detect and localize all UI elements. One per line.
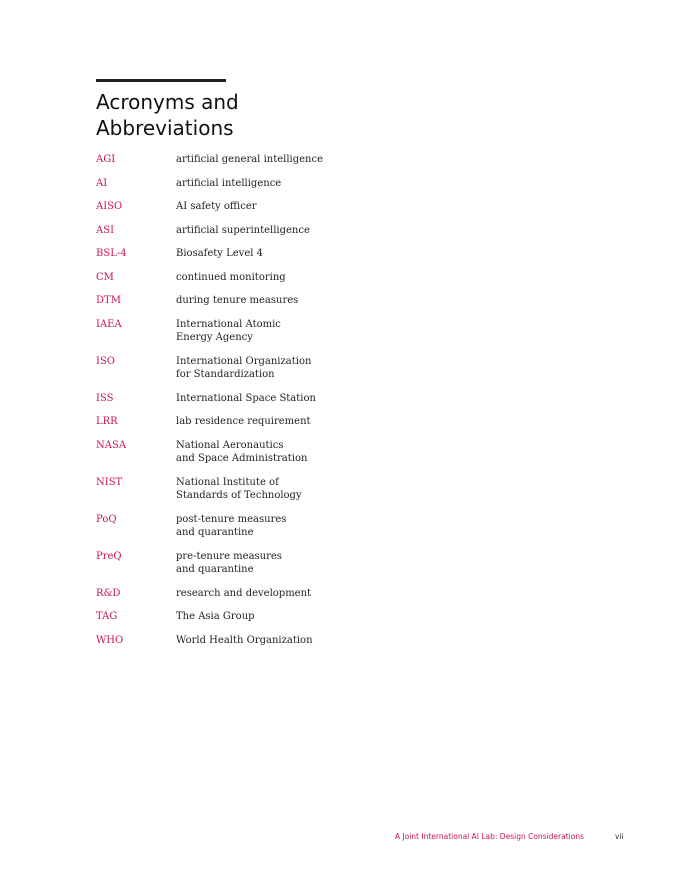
page-title <box>96 89 356 141</box>
acronym-row <box>96 634 496 648</box>
acronym-definition-line: artificial intelligence <box>176 177 282 189</box>
acronym-definition <box>176 513 496 540</box>
page-title-line-1: Acronyms and <box>96 90 239 114</box>
acronym-row <box>96 294 496 308</box>
acronym-row <box>96 247 496 261</box>
acronym-definition-line: pre-tenure measures <box>176 550 282 562</box>
acronym-row <box>96 513 496 540</box>
acronym-definition <box>176 355 496 382</box>
acronym-term: AGI <box>96 154 116 165</box>
acronym-definition-line: and quarantine <box>176 564 254 575</box>
acronym-definition <box>176 318 496 345</box>
acronym-term: NIST <box>96 476 123 488</box>
acronym-row <box>96 392 496 406</box>
acronym-definition-line: International Atomic <box>176 318 281 330</box>
acronym-definition-line: National Institute of <box>176 476 279 488</box>
footer-title: A Joint International AI Lab: Design Considerations <box>394 832 584 841</box>
acronym-definition-line: artificial superintelligence <box>176 224 310 236</box>
acronym-term: PoQ <box>96 513 117 525</box>
page-title-line-2: Abbreviations <box>96 116 234 140</box>
acronym-definition-line: for Standardization <box>176 369 275 380</box>
acronym-term: TAG <box>96 611 118 622</box>
acronym-row <box>96 153 496 167</box>
acronym-row <box>96 550 496 577</box>
acronym-row <box>96 271 496 285</box>
acronym-definition <box>176 247 496 261</box>
acronym-row <box>96 177 496 191</box>
acronym-term: IAEA <box>96 318 122 330</box>
acronym-term: BSL-4 <box>96 248 127 259</box>
acronym-term: ISS <box>96 392 114 404</box>
acronym-definition <box>176 634 496 648</box>
acronym-definition-line: World Health Organization <box>176 634 313 646</box>
acronym-term: LRR <box>96 416 118 427</box>
acronym-term: DTM <box>96 295 121 306</box>
page-number: vii <box>615 832 624 841</box>
acronym-definition <box>176 392 496 406</box>
acronym-row <box>96 476 496 503</box>
acronym-row <box>96 415 496 429</box>
acronym-definition-line: research and development <box>176 587 312 599</box>
acronym-row <box>96 318 496 345</box>
acronym-definition-line: artificial general intelligence <box>176 154 324 165</box>
acronym-definition-line: Energy Agency <box>176 332 253 343</box>
acronym-definition <box>176 224 496 238</box>
acronym-definition-line: post-tenure measures <box>176 513 287 525</box>
acronym-definition <box>176 294 496 308</box>
acronym-term: AI <box>96 177 108 189</box>
acronym-row <box>96 224 496 238</box>
acronym-term: AISO <box>96 201 123 212</box>
acronym-row <box>96 355 496 382</box>
heading-rule <box>96 79 226 82</box>
acronym-row <box>96 610 496 624</box>
acronym-term: ASI <box>96 224 115 236</box>
acronym-row <box>96 439 496 466</box>
acronym-term: NASA <box>96 439 127 451</box>
acronym-definition <box>176 587 496 601</box>
acronym-definition <box>176 610 496 624</box>
acronym-term: ISO <box>96 355 115 367</box>
acronym-definition-line: International Organization <box>176 355 312 367</box>
acronym-definition-line: continued monitoring <box>176 271 286 283</box>
acronym-definition <box>176 200 496 214</box>
acronym-definition <box>176 439 496 466</box>
acronym-definition-line: National Aeronautics <box>176 439 284 451</box>
acronym-term: PreQ <box>96 550 122 562</box>
acronym-row <box>96 587 496 601</box>
acronym-definition-line: International Space Station <box>176 392 316 404</box>
acronym-definition <box>176 415 496 429</box>
acronym-definition <box>176 177 496 191</box>
acronym-definition-line: The Asia Group <box>176 611 255 622</box>
acronym-row <box>96 200 496 214</box>
acronym-definition-line: and Space Administration <box>176 453 308 464</box>
acronym-definition-line: lab residence requirement <box>176 416 311 427</box>
acronym-term: WHO <box>96 634 124 646</box>
acronym-definition-line: Standards of Technology <box>176 490 302 501</box>
acronym-list <box>96 153 496 657</box>
acronym-definition-line: Biosafety Level 4 <box>176 248 263 259</box>
acronym-term: CM <box>96 271 114 283</box>
acronym-definition-line: and quarantine <box>176 527 254 538</box>
acronym-term: R&D <box>96 587 121 599</box>
acronym-definition <box>176 153 496 167</box>
acronym-definition-line: AI safety officer <box>176 201 257 212</box>
acronym-definition <box>176 476 496 503</box>
acronym-definition-line: during tenure measures <box>176 295 299 306</box>
acronym-definition <box>176 271 496 285</box>
acronym-definition <box>176 550 496 577</box>
